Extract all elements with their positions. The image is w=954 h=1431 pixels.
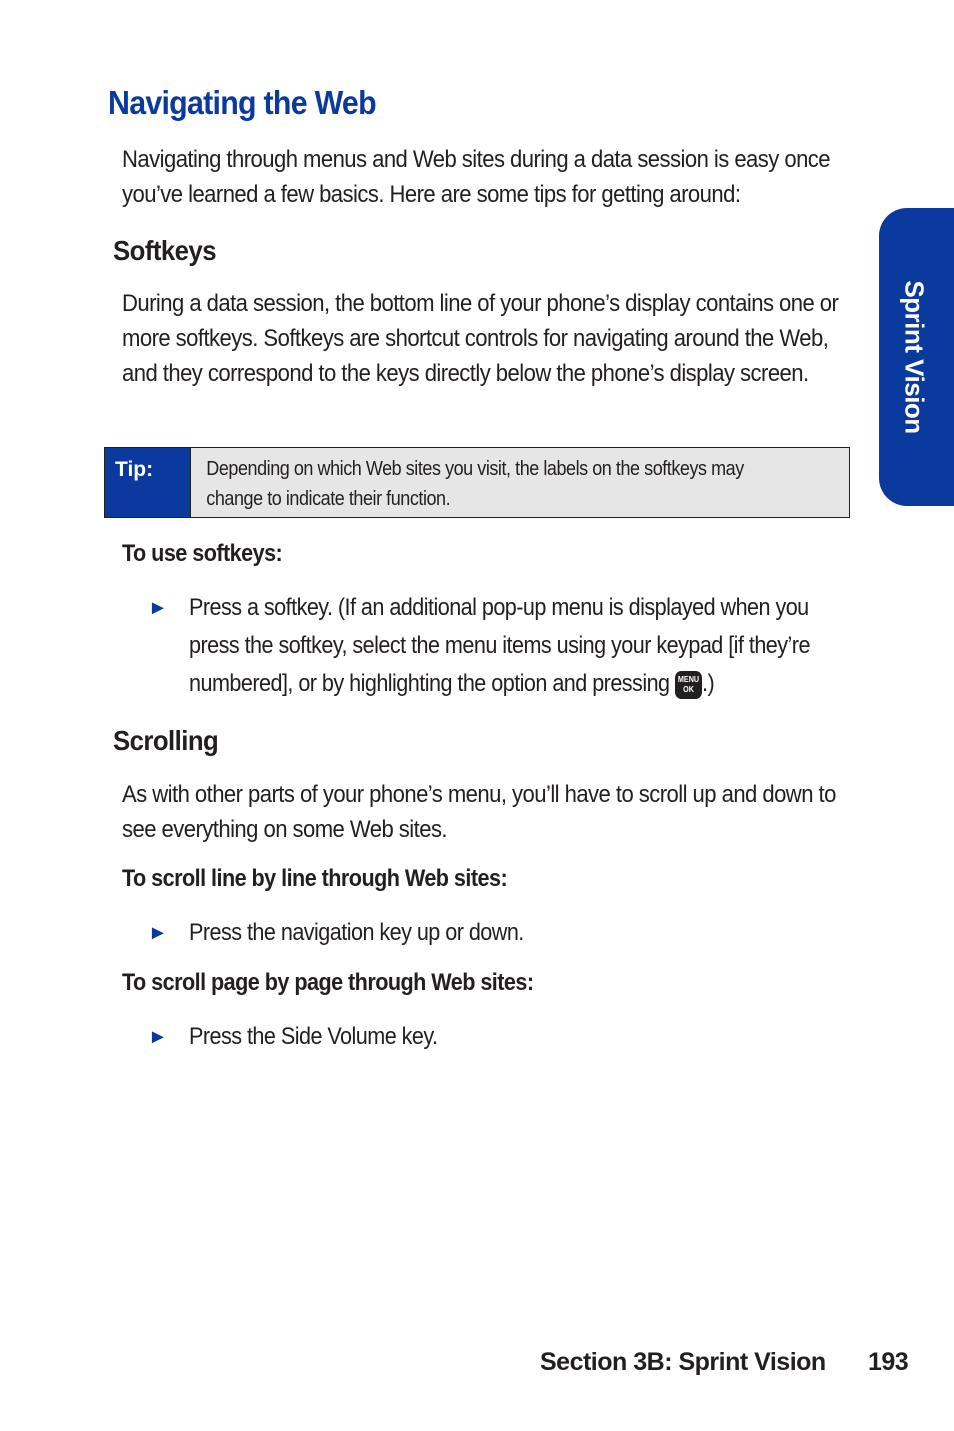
bullet-arrow-icon: ► <box>148 597 168 619</box>
ok-key-label: OK <box>683 684 694 694</box>
softkeys-heading: Softkeys <box>113 235 216 266</box>
footer-section-title: Section 3B: Sprint Vision <box>540 1348 826 1376</box>
tip-label: Tip: <box>105 448 191 517</box>
scroll-line-bullet-text: Press the navigation key up or down. <box>189 919 524 946</box>
scroll-page-bullet <box>148 1018 868 1056</box>
softkeys-paragraph: During a data session, the bottom line of your phone’s display contains one or more softkeys. Softkeys are shortcut controls for navigating around the Web, and they correspond to the keys directly below the phone’s display screen. <box>122 290 839 387</box>
scroll-line-bullet <box>148 914 868 952</box>
bullet-arrow-icon: ► <box>148 1026 168 1048</box>
scroll-line-heading: To scroll line by line through Web sites: <box>122 865 508 892</box>
softkey-bullet-end: .) <box>702 670 715 697</box>
scrolling-heading: Scrolling <box>113 725 219 756</box>
page-title: Navigating the Web <box>108 84 376 121</box>
softkey-bullet-text <box>189 589 846 703</box>
menu-ok-key-icon <box>675 671 702 699</box>
softkey-bullet-body: Press a softkey. (If an additional pop-up menu is displayed when you press the softkey, select the menu items using your keypad [if they’re numbered], or by highlighting the option and pressing <box>189 594 810 697</box>
tip-text: Depending on which Web sites you visit, the labels on the softkeys may change to indicate their function. <box>206 458 744 510</box>
tip-box <box>104 447 850 518</box>
footer-page-number: 193 <box>868 1348 909 1376</box>
softkey-bullet <box>148 589 868 703</box>
scroll-page-bullet-text: Press the Side Volume key. <box>189 1023 438 1050</box>
scroll-page-heading: To scroll page by page through Web sites: <box>122 969 534 996</box>
scrolling-paragraph: As with other parts of your phone’s menu, you’ll have to scroll up and down to see everything on some Web sites. <box>122 781 836 843</box>
bullet-arrow-icon: ► <box>148 922 168 944</box>
use-softkeys-heading: To use softkeys: <box>122 540 283 567</box>
section-side-tab-label: Sprint Vision <box>899 280 930 434</box>
intro-paragraph: Navigating through menus and Web sites during a data session is easy once you’ve learned a few basics. Here are some tips for getting around: <box>122 146 831 208</box>
menu-key-label: MENU <box>677 674 700 684</box>
